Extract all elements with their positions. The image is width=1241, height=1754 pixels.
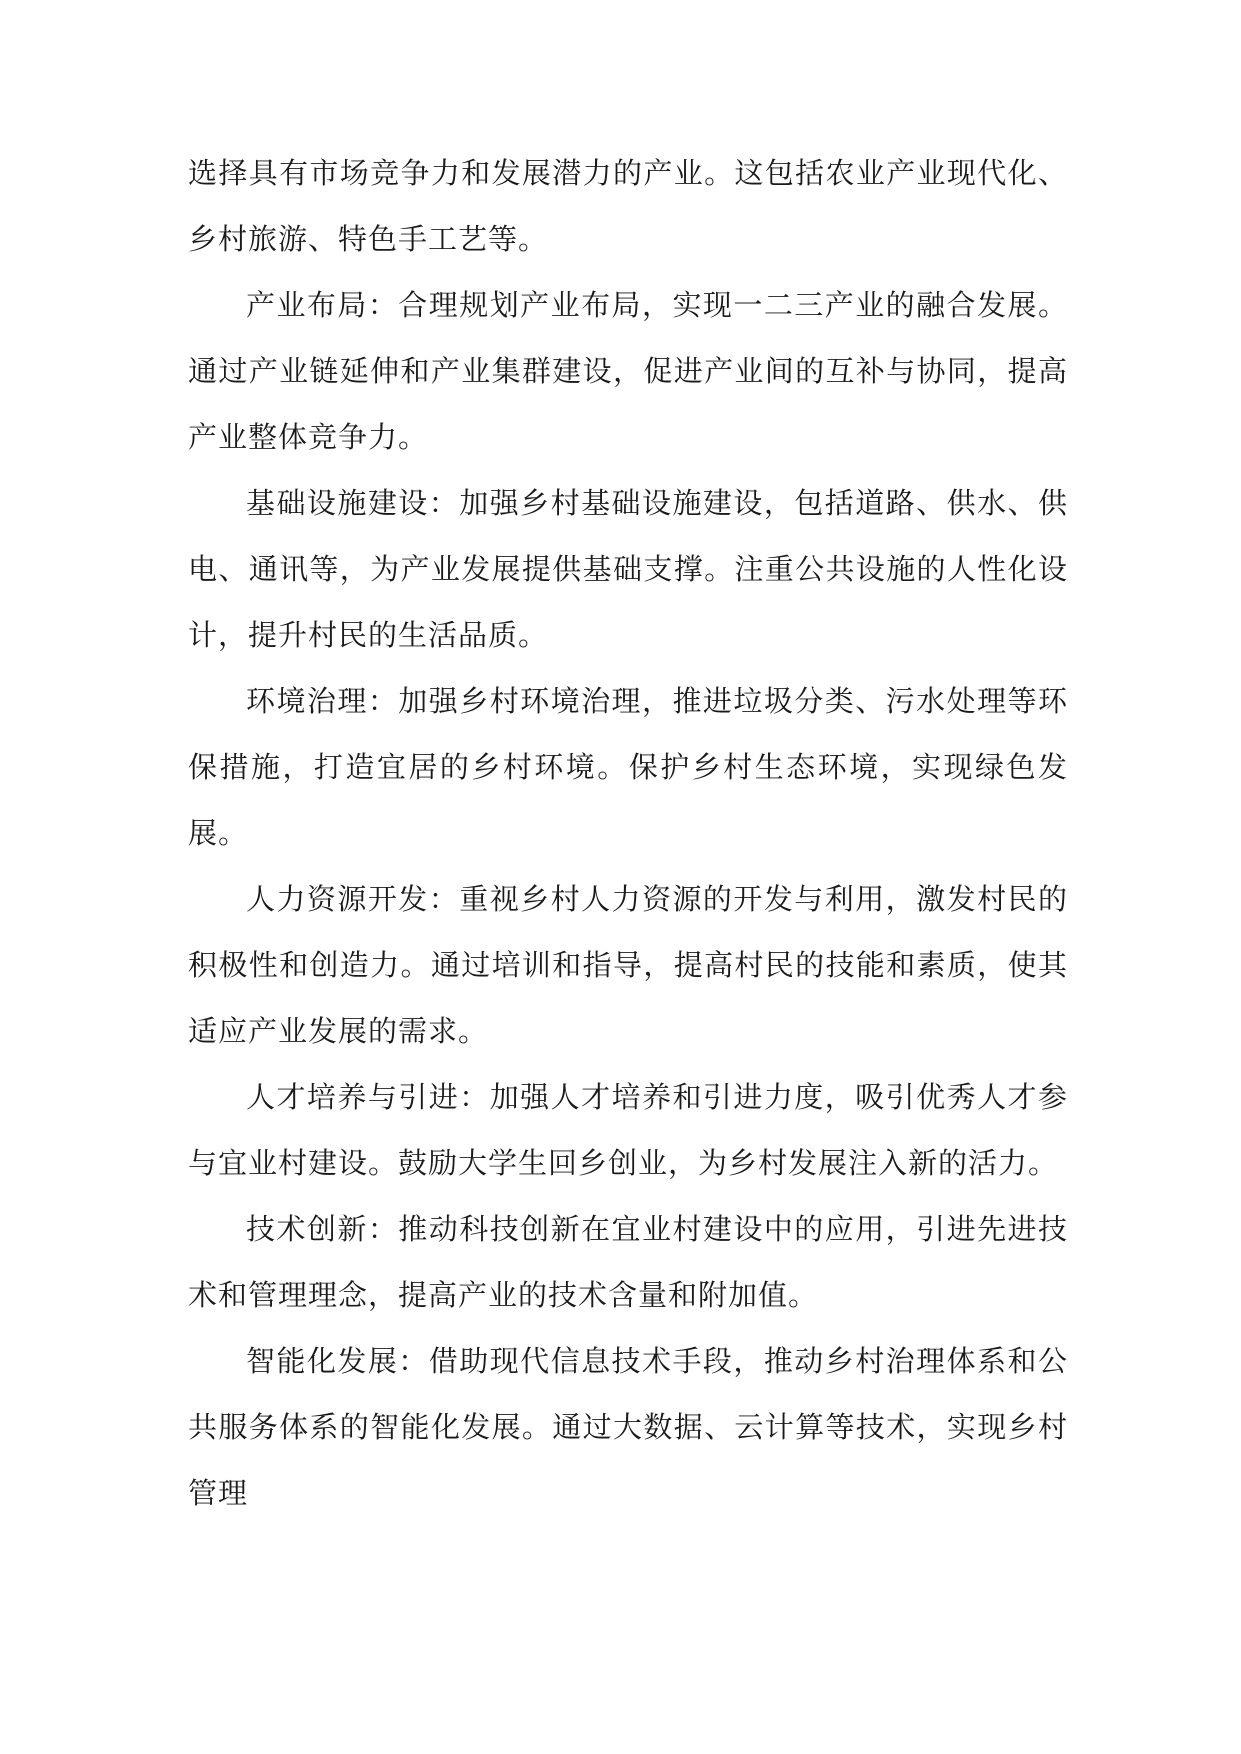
paragraph-infrastructure: 基础设施建设：加强乡村基础设施建设，包括道路、供水、供电、通讯等，为产业发展提供基础支撑。注重公共设施的人性化设计，提升村民的生活品质。 <box>188 486 1068 652</box>
paragraph-human-resources: 人力资源开发：重视乡村人力资源的开发与利用，激发村民的积极性和创造力。通过培训和指导，提高村民的技能和素质，使其适应产业发展的需求。 <box>188 882 1068 1048</box>
document-body <box>188 140 1068 1526</box>
paragraph-industry-layout: 产业布局：合理规划产业布局，实现一二三产业的融合发展。通过产业链延伸和产业集群建设，促进产业间的互补与协同，提高产业整体竞争力。 <box>188 288 1068 454</box>
paragraph-industry-selection-continued: 选择具有市场竞争力和发展潜力的产业。这包括农业产业现代化、乡村旅游、特色手工艺等。 <box>188 156 1068 256</box>
paragraph-talent: 人才培养与引进：加强人才培养和引进力度，吸引优秀人才参与宜业村建设。鼓励大学生回乡创业，为乡村发展注入新的活力。 <box>188 1080 1068 1180</box>
paragraph-environment: 环境治理：加强乡村环境治理，推进垃圾分类、污水处理等环保措施，打造宜居的乡村环境。保护乡村生态环境，实现绿色发展。 <box>188 684 1068 850</box>
paragraph-tech-innovation: 技术创新：推动科技创新在宜业村建设中的应用，引进先进技术和管理理念，提高产业的技术含量和附加值。 <box>188 1212 1068 1312</box>
paragraph-smart-development: 智能化发展：借助现代信息技术手段，推动乡村治理体系和公共服务体系的智能化发展。通过大数据、云计算等技术，实现乡村管理 <box>188 1344 1068 1510</box>
